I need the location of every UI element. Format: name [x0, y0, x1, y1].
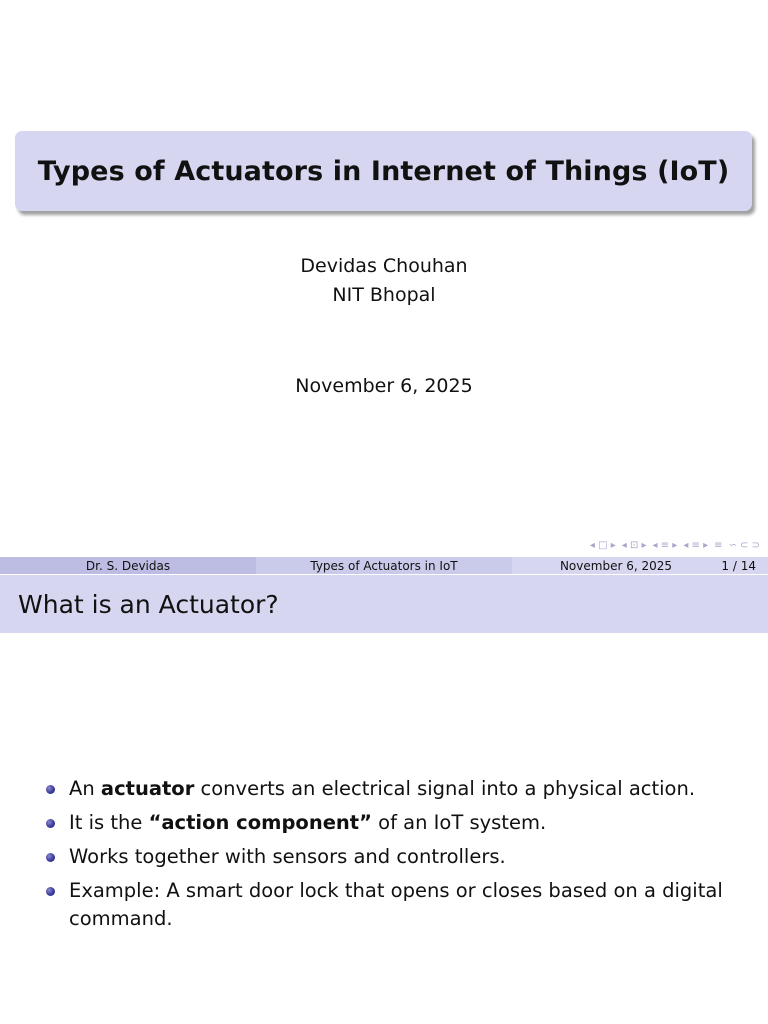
nav-presentation-icon[interactable]: ◂ ≡ ▸: [683, 539, 709, 551]
bullet-text-bold: actuator: [100, 777, 195, 800]
nav-toc-icon[interactable]: ≡: [714, 539, 723, 551]
nav-section-icon[interactable]: ◂ ≡ ▸: [652, 539, 678, 551]
nav-subsection-icon[interactable]: ◂ ⊡ ▸: [621, 539, 647, 551]
bullet-text-pre: Works together with sensors and controllers.: [69, 845, 506, 868]
footline-page-number: 1 / 14: [721, 558, 756, 573]
footline-date: November 6, 2025: [559, 558, 672, 573]
bullet-text-post: converts an electrical signal into a physical action.: [194, 777, 696, 800]
bullet-text-bold: “action component”: [148, 811, 372, 834]
institute-name: NIT Bhopal: [332, 284, 436, 306]
bullet-text-pre: An: [69, 777, 101, 800]
bullet-text-pre: Example: A smart door lock that opens or closes based on a digital command.: [69, 879, 723, 930]
footline-title-cell: [256, 557, 512, 574]
footline-title: Types of Actuators in IoT: [310, 558, 458, 573]
list-item: [44, 877, 744, 933]
footline-date-cell: [512, 557, 768, 574]
list-item: [44, 809, 744, 837]
frame-title-bar: [0, 575, 768, 633]
bullet-text-pre: It is the: [69, 811, 149, 834]
list-item: [44, 843, 744, 871]
bullet-icon: [46, 887, 55, 896]
author-name: Devidas Chouhan: [300, 255, 468, 277]
bullet-icon: [46, 853, 55, 862]
footline: [0, 557, 768, 574]
nav-frame-icon[interactable]: ◂ □ ▸: [589, 539, 616, 551]
slide-title: Types of Actuators in Internet of Things (IoT): [37, 155, 730, 187]
beamer-navigation-bar: [590, 538, 760, 552]
title-box: [15, 131, 752, 211]
bullet-icon: [46, 819, 55, 828]
list-item: [44, 775, 744, 803]
footline-author: Dr. S. Devidas: [85, 558, 171, 573]
nav-search-icon[interactable]: ∽ ⊂ ⊃: [728, 539, 760, 551]
frame-title: What is an Actuator?: [18, 589, 279, 619]
presentation-date: November 6, 2025: [295, 375, 473, 397]
bullet-list: [44, 775, 744, 939]
footline-author-cell: [0, 557, 256, 574]
bullet-text-post: of an IoT system.: [371, 811, 547, 834]
bullet-icon: [46, 785, 55, 794]
